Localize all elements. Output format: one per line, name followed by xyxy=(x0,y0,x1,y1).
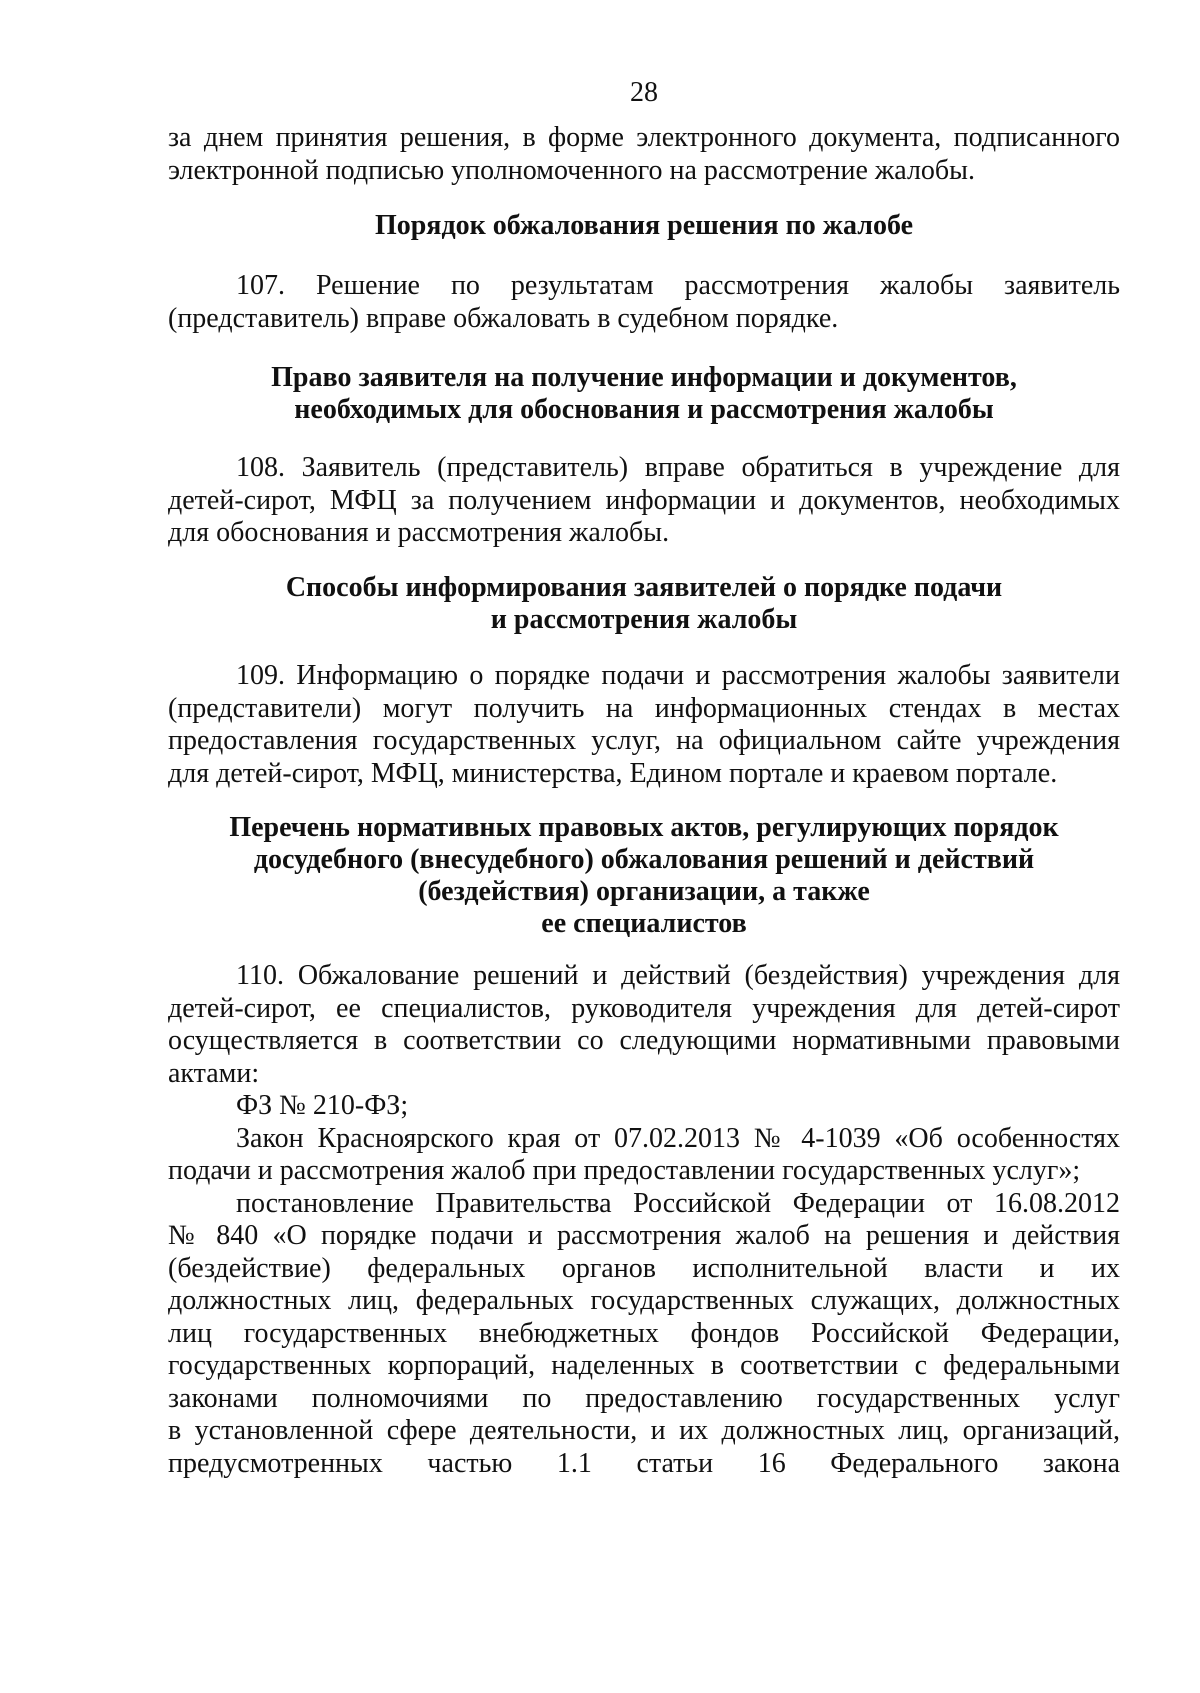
text-line: законами полномочиями по предоставлению государственных услуг xyxy=(168,1382,1120,1414)
heading-line: Перечень нормативных правовых актов, регулирующих порядок xyxy=(229,812,1059,843)
heading-line: (бездействия) организации, а также xyxy=(418,876,870,907)
heading-line: ее специалистов xyxy=(541,908,747,939)
paragraph-110 xyxy=(168,960,1120,1480)
intro-paragraph xyxy=(168,122,1120,187)
text-line: электронной подписью уполномоченного на рассмотрение жалобы. xyxy=(168,154,975,186)
text-line: (представитель) вправе обжаловать в судебном порядке. xyxy=(168,302,839,334)
text-line: лиц государственных внебюджетных фондов Российской Федерации, xyxy=(168,1317,1120,1349)
heading-line: Порядок обжалования решения по жалобе xyxy=(374,210,914,241)
text-line: предоставления государственных услуг, на официальном сайте учреждения xyxy=(168,725,1120,756)
text-line: 107. Решение по результатам рассмотрения жалобы заявитель xyxy=(236,270,1120,301)
heading-line: Право заявителя на получение информации и документов, xyxy=(271,362,1017,393)
page-number: 28 xyxy=(630,77,658,108)
text-line: должностных лиц, федеральных государственных служащих, должностных xyxy=(168,1285,1120,1316)
heading-line: необходимых для обоснования и рассмотрения жалобы xyxy=(294,394,994,425)
text-line: детей-сирот, МФЦ за получением информации и документов, необходимых xyxy=(168,484,1120,516)
heading-line: и рассмотрения жалобы xyxy=(490,604,798,635)
text-line: для детей-сирот, МФЦ, министерства, Едином портале и краевом портале. xyxy=(168,757,1058,789)
text-line: за днем принятия решения, в форме электронного документа, подписанного xyxy=(168,122,1120,153)
text-line: Закон Красноярского края от 07.02.2013 № 4-1039 «Об особенностях xyxy=(236,1122,1120,1154)
text-line: № 840 «О порядке подачи и рассмотрения жалоб на решения и действия xyxy=(168,1220,1120,1251)
text-line: предусмотренных частью 1.1 статьи 16 Федерального закона xyxy=(168,1447,1120,1479)
text-line: для обоснования и рассмотрения жалобы. xyxy=(168,517,670,548)
text-line: (бездействие) федеральных органов исполнительной власти и их xyxy=(168,1252,1120,1284)
text-line: подачи и рассмотрения жалоб при предоставлении государственных услуг»; xyxy=(168,1155,1081,1186)
text-line: в установленной сфере деятельности, и их должностных лиц, организаций, xyxy=(168,1415,1120,1446)
text-line: детей-сирот, ее специалистов, руководителя учреждения для детей-сирот xyxy=(168,992,1120,1024)
heading-line: Способы информирования заявителей о порядке подачи xyxy=(285,572,1003,603)
text-line: государственных корпораций, наделенных в соответствии с федеральными xyxy=(168,1350,1120,1381)
section-heading-regulatory-acts xyxy=(168,812,1120,940)
paragraph-109 xyxy=(168,660,1120,790)
text-line: актами: xyxy=(168,1057,260,1089)
text-line: 109. Информацию о порядке подачи и рассмотрения жалобы заявители xyxy=(236,660,1120,691)
text-line: (представители) могут получить на информационных стендах в местах xyxy=(168,692,1120,724)
text-line: осуществляется в соответствии со следующими нормативными правовыми xyxy=(168,1025,1120,1056)
section-heading-informing-methods xyxy=(168,572,1120,636)
section-heading-right-to-information xyxy=(168,362,1120,426)
law-reference-fz-210: ФЗ № 210-ФЗ; xyxy=(236,1090,409,1121)
paragraph-107 xyxy=(168,270,1120,335)
heading-line: досудебного (внесудебного) обжалования решений и действий xyxy=(253,844,1035,875)
text-line: 110. Обжалование решений и действий (бездействия) учреждения для xyxy=(236,960,1120,991)
section-heading-appeal-procedure xyxy=(168,210,1120,242)
text-line: 108. Заявитель (представитель) вправе обратиться в учреждение для xyxy=(236,452,1120,483)
paragraph-108 xyxy=(168,452,1120,550)
text-line: постановление Правительства Российской Федерации от 16.08.2012 xyxy=(236,1187,1120,1219)
